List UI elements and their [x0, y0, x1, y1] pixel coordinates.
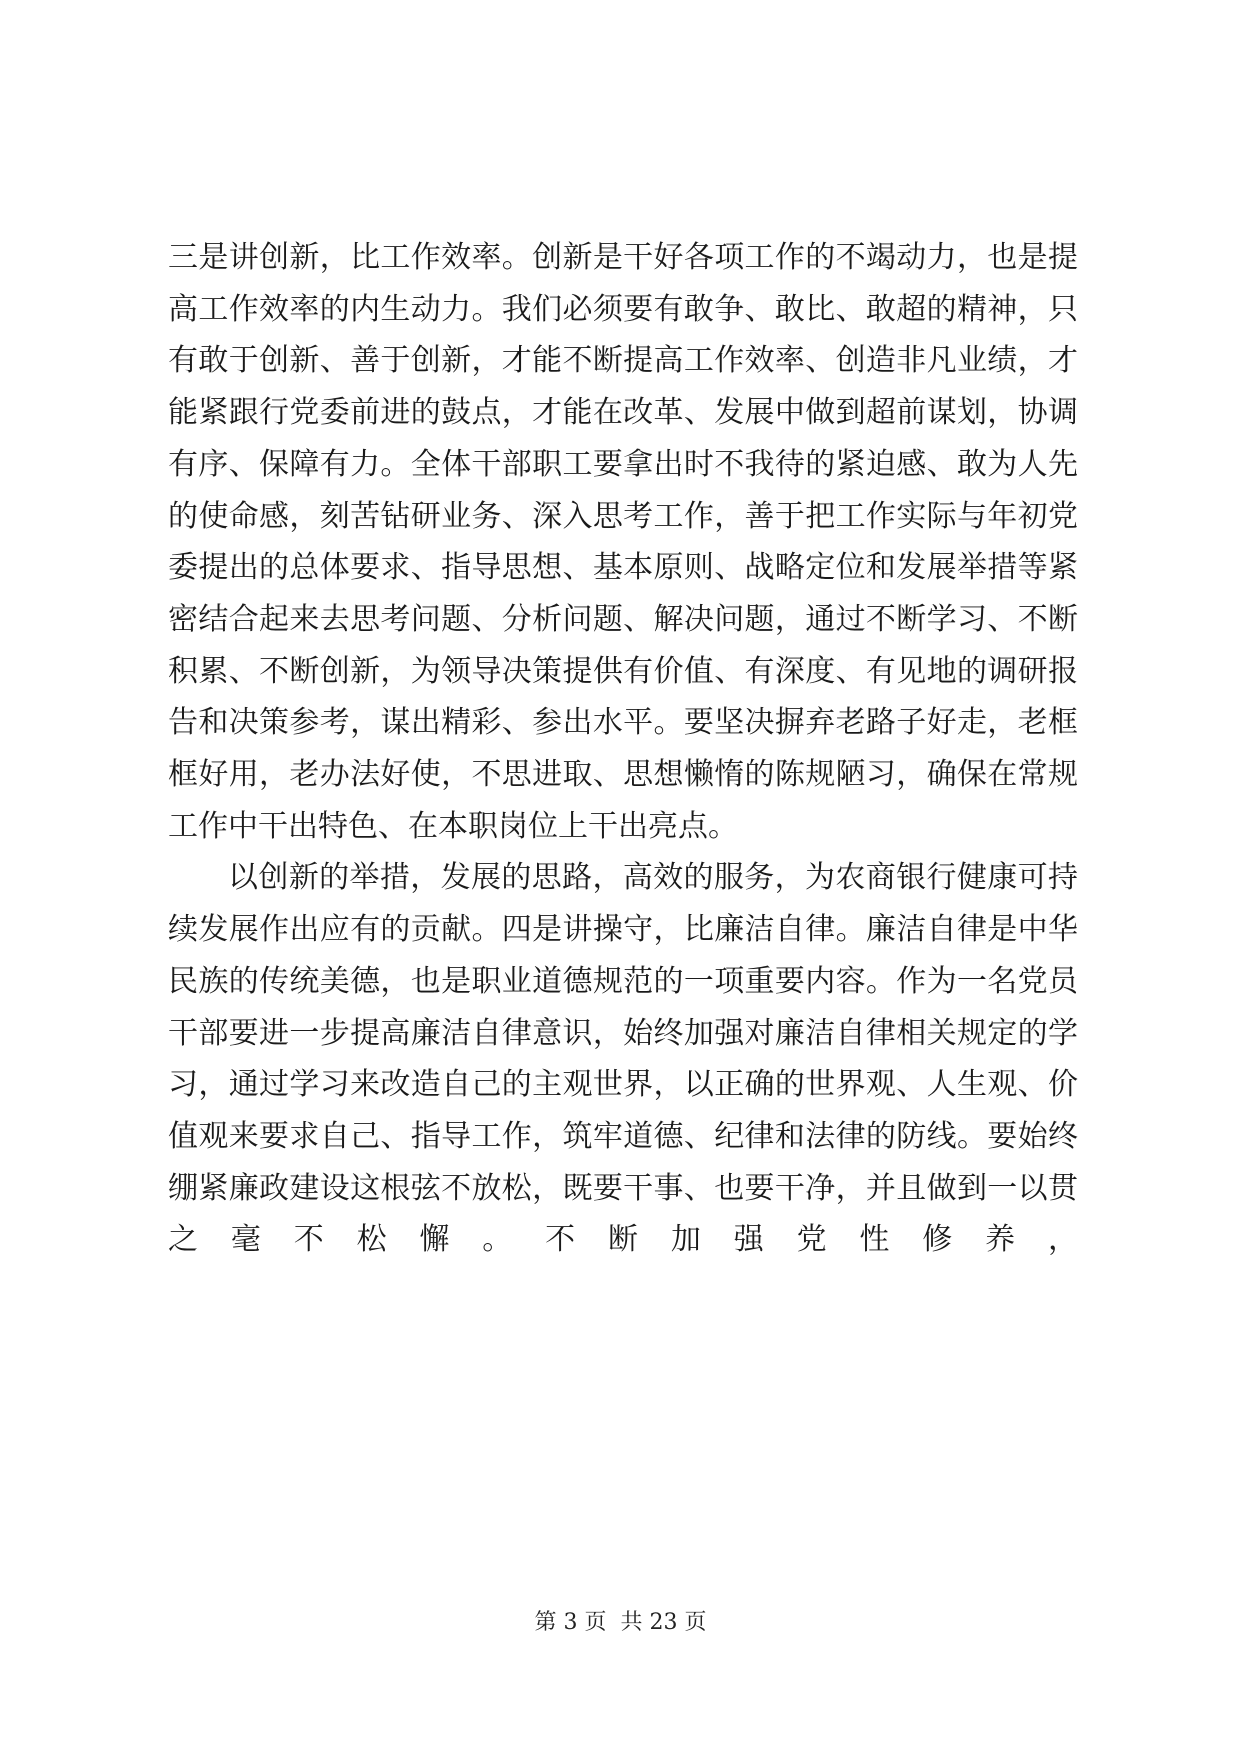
- paragraph-integrity: 以创新的举措，发展的思路，高效的服务，为农商银行健康可持续发展作出应有的贡献。四是讲操守，比廉洁自律。廉洁自律是中华民族的传统美德，也是职业道德规范的一项重要内容。作为一名党员干部要进一步提高廉洁自律意识，始终加强对廉洁自律相关规定的学习，通过学习来改造自己的主观世界，以正确的世界观、人生观、价值观来要求自己、指导工作，筑牢道德、纪律和法律的防线。要始终绷紧廉政建设这根弦不放松，既要干事、也要干净，并且做到一以贯之毫不松懈。不断加强党性修养，: [168, 860, 1078, 1258]
- document-body: [168, 232, 1078, 1266]
- page-footer: [0, 1608, 1241, 1638]
- paragraph-innovation: 三是讲创新，比工作效率。创新是干好各项工作的不竭动力，也是提高工作效率的内生动力。我们必须要有敢争、敢比、敢超的精神，只有敢于创新、善于创新，才能不断提高工作效率、创造非凡业绩，才能紧跟行党委前进的鼓点，才能在改革、发展中做到超前谋划，协调有序、保障有力。全体干部职工要拿出时不我待的紧迫感、敢为人先的使命感，刻苦钻研业务、深入思考工作，善于把工作实际与年初党委提出的总体要求、指导思想、基本原则、战略定位和发展举措等紧密结合起来去思考问题、分析问题、解决问题，通过不断学习、不断积累、不断创新，为领导决策提供有价值、有深度、有见地的调研报告和决策参考，谋出精彩、参出水平。要坚决摒弃老路子好走，老框框好用，老办法好使，不思进取、思想懒惰的陈规陋习，确保在常规工作中干出特色、在本职岗位上干出亮点。: [168, 240, 1078, 844]
- page-number-label: 第 3 页 共 23 页: [534, 1610, 707, 1635]
